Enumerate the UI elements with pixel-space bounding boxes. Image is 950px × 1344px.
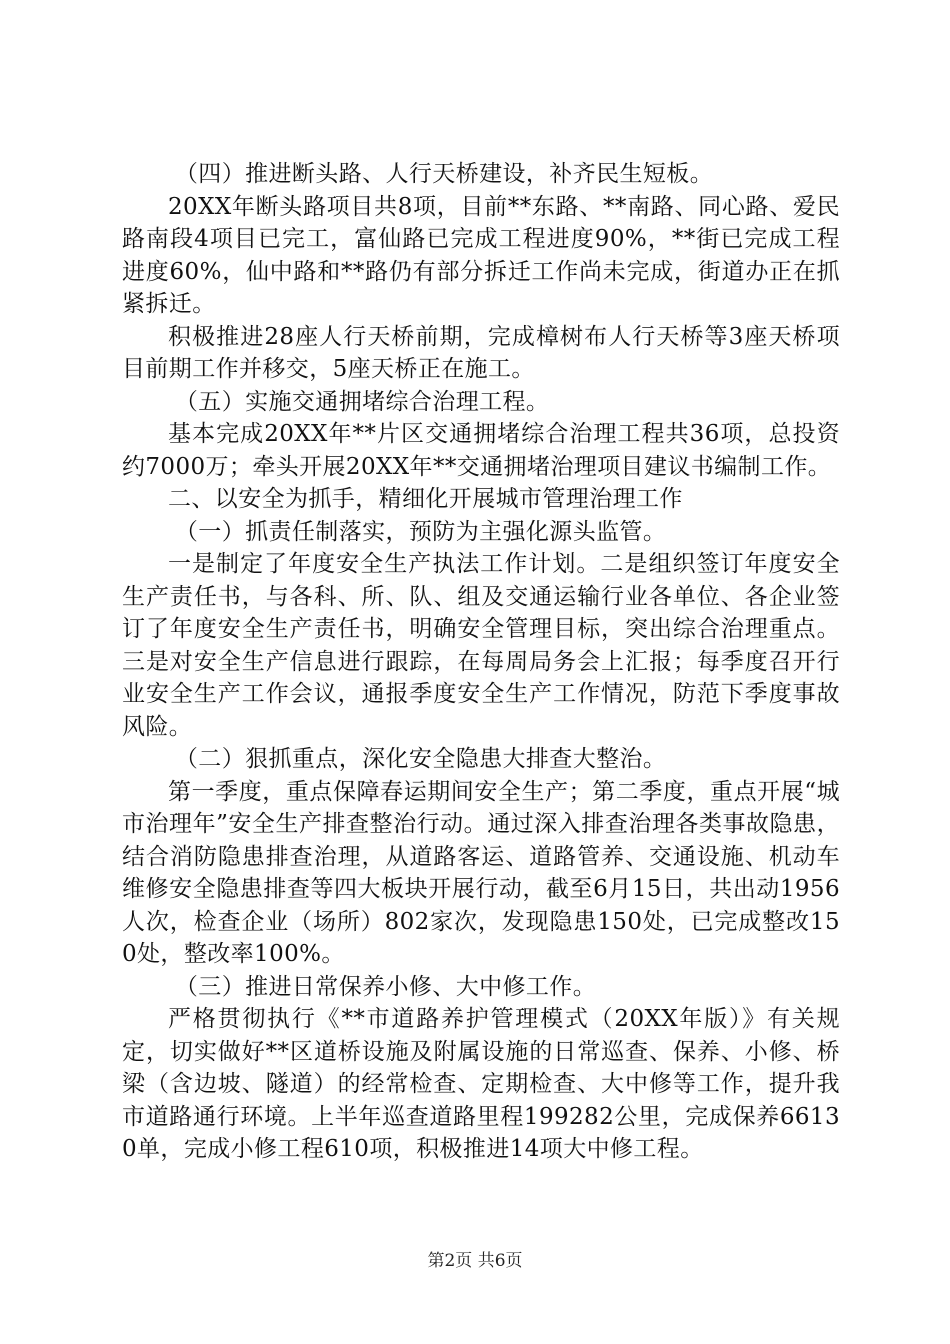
section-heading-5: （五）实施交通拥堵综合治理工程。 [174, 388, 550, 415]
page-number-footer: 第2页 共6页 [427, 1251, 523, 1271]
paragraph-pedestrian-bridges: 积极推进28座人行天桥前期，完成樟树布人行天桥等3座天桥项目前期工作并移交，5座天桥正在施工。 [122, 323, 840, 382]
paragraph-road-maintenance: 严格贯彻执行《**市道路养护管理模式（20XX年版）》有关规定，切实做好**区道桥设施及附属设施的日常巡查、保养、小修、桥梁（含边坡、隧道）的经常检查、定期检查、大中修等工作，提升我市道路通行环境。上半年巡查道路里程199282公里，完成保养66130单，完成小修工程610项，积极推进14项大中修工程。 [122, 1006, 840, 1162]
paragraph-responsibility: 一是制定了年度安全生产执法工作计划。二是组织签订年度安全生产责任书，与各科、所、队、组及交通运输行业各单位、各企业签订了年度安全生产责任书，明确安全管理目标，突出综合治理重点。三是对安全生产信息进行跟踪，在每周局务会上汇报；每季度召开行业安全生产工作会议，通报季度安全生产工作情况，防范下季度事故风险。 [122, 551, 840, 740]
paragraph-dead-end-roads: 20XX年断头路项目共8项，目前**东路、**南路、同心路、爱民路南段4项目已完工，富仙路已完成工程进度90%，**街已完成工程进度60%，仙中路和**路仍有部分拆迁工作尚未完成，街道办正在抓紧拆迁。 [122, 193, 840, 317]
section-heading-4: （四）推进断头路、人行天桥建设，补齐民生短板。 [174, 161, 714, 187]
section-heading-2: （二）狠抓重点，深化安全隐患大排查大整治。 [174, 746, 667, 772]
section-heading-3: （三）推进日常保养小修、大中修工作。 [174, 973, 597, 1000]
chapter-heading-2: 二、以安全为抓手，精细化开展城市管理治理工作 [168, 486, 683, 512]
document-body [122, 158, 840, 1166]
paragraph-hazard-inspection: 第一季度，重点保障春运期间安全生产；第二季度，重点开展“城市治理年”安全生产排查整治行动。通过深入排查治理各类事故隐患，结合消防隐患排查治理，从道路客运、道路管养、交通设施、机动车维修安全隐患排查等四大板块开展行动，截至6月15日，共出动1956人次，检查企业（场所）802家次，发现隐患150处，已完成整改150处，整改率100%。 [122, 778, 840, 967]
section-heading-1: （一）抓责任制落实，预防为主强化源头监管。 [174, 518, 667, 545]
paragraph-traffic-congestion: 基本完成20XX年**片区交通拥堵综合治理工程共36项，总投资约7000万；牵头开展20XX年**交通拥堵治理项目建议书编制工作。 [122, 421, 840, 480]
